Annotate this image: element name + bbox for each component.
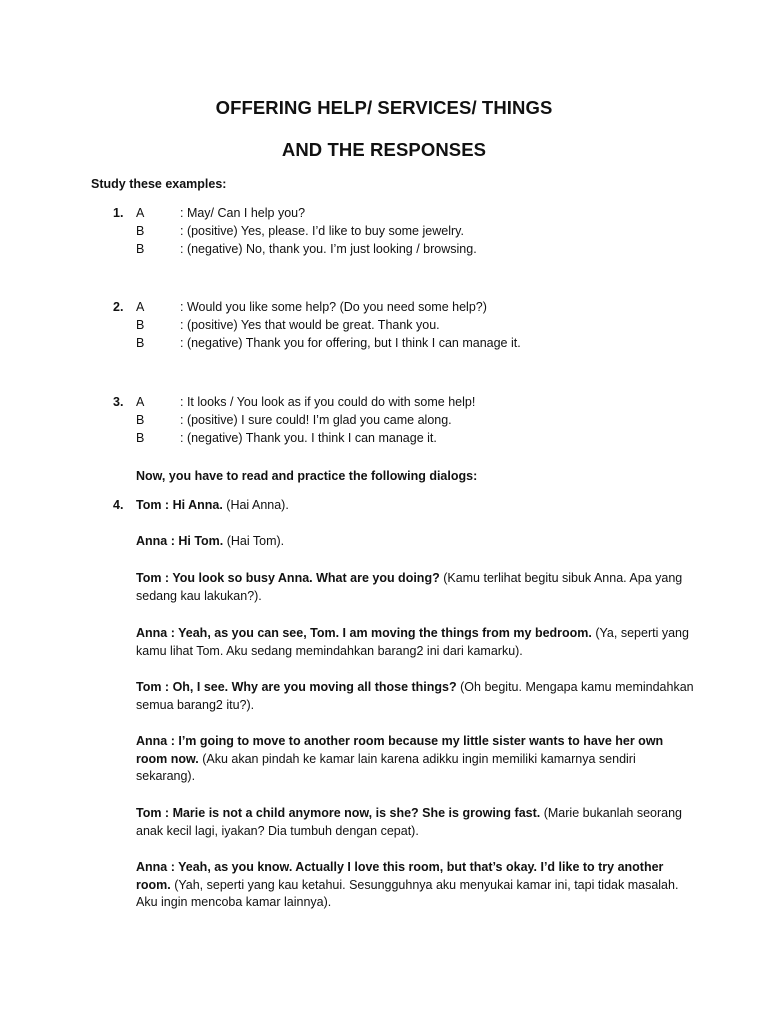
utterance: : Would you like some help? (Do you need some help?) [180, 300, 487, 314]
speaker-label: B [136, 336, 145, 350]
speaker-label: B [136, 242, 145, 256]
practice-instruction: Now, you have to read and practice the following dialogs: [136, 469, 478, 483]
speaker-label: A [136, 395, 145, 409]
dialog-translation: (Aku akan pindah ke kamar lain karena adikku ingin memiliki kamarnya sendiri sekarang). [136, 751, 636, 783]
page-subtitle: AND THE RESPONSES [281, 139, 487, 160]
dialog-line [136, 570, 696, 605]
speaker-label: B [136, 318, 145, 332]
dialog-line [136, 533, 696, 551]
example-number: 2. [113, 300, 124, 314]
dialog-english: Tom : Oh, I see. Why are you moving all those things? [136, 680, 457, 694]
dialog-translation: (Hai Tom). [223, 534, 285, 548]
dialog-translation: (Hai Anna). [222, 498, 289, 512]
page-title: OFFERING HELP/ SERVICES/ THINGS [215, 97, 553, 118]
dialog-line [136, 679, 696, 714]
intro-heading: Study these examples: [91, 177, 227, 191]
dialog-english: Anna : Yeah, as you know. Actually I love this room, but that’s okay. I’d like to try another room. [136, 860, 664, 892]
dialog-line [136, 805, 696, 840]
dialog-line [136, 859, 696, 912]
utterance: : (negative) Thank you. I think I can manage it. [180, 431, 437, 445]
dialog-english: Anna : Hi Tom. [136, 534, 224, 548]
dialog-translation: (Oh begitu. Mengapa kamu memindahkan semua barang2 itu?). [136, 680, 694, 712]
speaker-label: B [136, 431, 145, 445]
dialog-english: Tom : Marie is not a child anymore now, is she? She is growing fast. [136, 806, 541, 820]
utterance: : (positive) I sure could! I’m glad you came along. [180, 413, 452, 427]
dialog-line [136, 625, 696, 660]
dialog-english: Anna : I’m going to move to another room because my little sister wants to have her own room now. [136, 734, 664, 766]
utterance: : (positive) Yes, please. I’d like to buy some jewelry. [180, 224, 464, 238]
dialog-english: Tom : You look so busy Anna. What are you doing? [136, 571, 440, 585]
dialog-number: 4. [113, 498, 124, 512]
utterance: : (negative) No, thank you. I’m just looking / browsing. [180, 242, 477, 256]
speaker-label: A [136, 300, 145, 314]
utterance: : (negative) Thank you for offering, but I think I can manage it. [180, 336, 521, 350]
utterance: : (positive) Yes that would be great. Thank you. [180, 318, 440, 332]
dialog-translation: (Ya, seperti yang kamu lihat Tom. Aku sedang memindahkan barang2 ini dari kamarku). [136, 626, 689, 658]
dialog-english: Anna : Yeah, as you can see, Tom. I am moving the things from my bedroom. [136, 626, 592, 640]
dialog-translation: (Yah, seperti yang kau ketahui. Sesungguhnya aku menyukai kamar ini, tapi tidak masalah. Aku ingin mencoba kamar lainnya). [136, 877, 679, 909]
dialog-translation: (Kamu terlihat begitu sibuk Anna. Apa yang sedang kau lakukan?). [136, 571, 683, 603]
dialog-line [136, 497, 696, 515]
dialog-line [136, 733, 696, 786]
speaker-label: B [136, 413, 145, 427]
utterance: : It looks / You look as if you could do with some help! [180, 395, 476, 409]
example-number: 1. [113, 206, 124, 220]
example-number: 3. [113, 395, 124, 409]
dialog-english: Tom : Hi Anna. [136, 498, 223, 512]
utterance: : May/ Can I help you? [180, 206, 306, 220]
speaker-label: A [136, 206, 145, 220]
speaker-label: B [136, 224, 145, 238]
dialog-translation: (Marie bukanlah seorang anak kecil lagi, iyakan? Dia tumbuh dengan cepat). [136, 806, 682, 838]
